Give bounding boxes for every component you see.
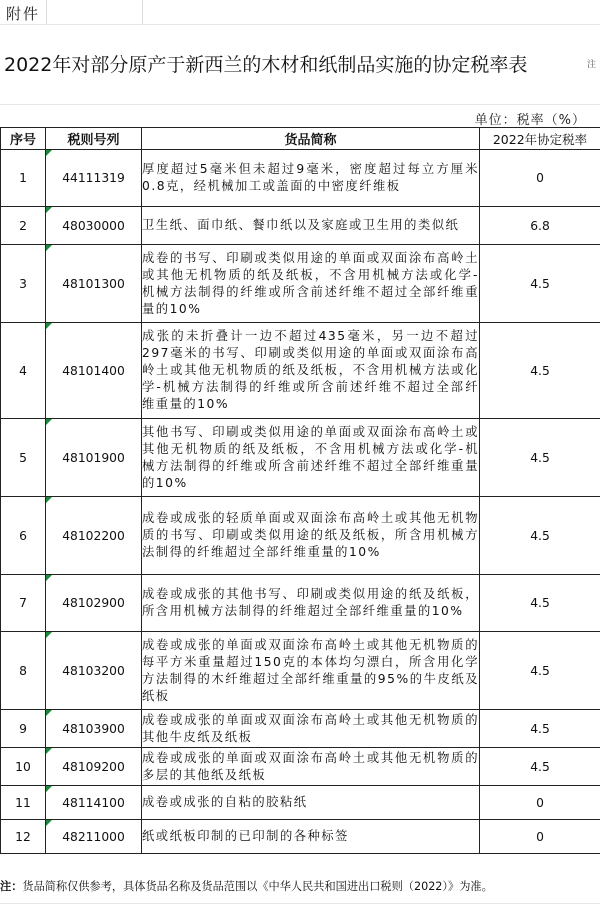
footnote <box>0 878 600 894</box>
row-number: 11 <box>1 786 46 820</box>
table-row <box>1 820 600 854</box>
footnote-text: 货品简称仅供参考，具体货品名称及货品范围以《中华人民共和国进出口税则（2022）》为准。 <box>22 880 493 893</box>
row-number: 8 <box>1 632 46 710</box>
grid-line <box>0 24 600 25</box>
goods-description: 纸或纸板印制的已印制的各种标签 <box>142 820 480 854</box>
tariff-code: 48114100 <box>46 786 142 820</box>
row-number: 1 <box>1 150 46 207</box>
table-row <box>1 207 600 245</box>
tariff-rate: 4.5 <box>480 632 600 710</box>
table-row <box>1 748 600 786</box>
row-number: 9 <box>1 710 46 748</box>
tariff-code: 48103200 <box>46 632 142 710</box>
tariff-code: 48102200 <box>46 497 142 575</box>
footnote-label: 注： <box>0 880 23 893</box>
row-number: 5 <box>1 419 46 497</box>
goods-description: 卫生纸、面巾纸、餐巾纸以及家庭或卫生用的类似纸 <box>142 207 480 245</box>
grid-line <box>0 104 600 105</box>
tariff-rate: 4.5 <box>480 245 600 323</box>
tariff-rate: 6.8 <box>480 207 600 245</box>
goods-description: 成张的未折叠计一边不超过435毫米，另一边不超过297毫米的书写、印刷或类似用途的单面或双面涂布高岭土或其他无机物质的纸及纸板，不含用机械方法或化学-机械方法制得的纤维或所含前述纤维不超过全部纤维重量的10% <box>142 323 480 419</box>
attachment-label: 附件 <box>6 5 41 23</box>
goods-description: 成卷或成张的其他书写、印刷或类似用途的纸及纸板，所含用机械方法制得的纤维超过全部纤维重量的10% <box>142 575 480 632</box>
grid-line <box>0 903 600 904</box>
table-header-row <box>1 128 600 150</box>
table-row <box>1 150 600 207</box>
goods-description: 成卷或成张的自粘的胶粘纸 <box>142 786 480 820</box>
column-header-desc: 货品简称 <box>142 128 480 150</box>
tariff-rate: 4.5 <box>480 323 600 419</box>
row-number: 2 <box>1 207 46 245</box>
goods-description: 成卷或成张的单面或双面涂布高岭土或其他无机物质的其他牛皮纸及纸板 <box>142 710 480 748</box>
tariff-code: 48109200 <box>46 748 142 786</box>
column-header-no: 序号 <box>1 128 46 150</box>
column-header-rate: 2022年协定税率 <box>480 128 600 150</box>
tariff-rate: 4.5 <box>480 575 600 632</box>
goods-description: 其他书写、印刷或类似用途的单面或双面涂布高岭土或其他无机物质的纸及纸板，不含用机械方法或化学-机械方法制得的纤维或所含前述纤维不超过全部纤维重量的10% <box>142 419 480 497</box>
goods-description: 成卷或成张的轻质单面或双面涂布高岭土或其他无机物质的书写、印刷或类似用途的纸及纸板，所含用机械方法制得的纤维超过全部纤维重量的10% <box>142 497 480 575</box>
column-header-code: 税则号列 <box>46 128 142 150</box>
table-row <box>1 497 600 575</box>
page-title: 2022年对部分原产于新西兰的木材和纸制品实施的协定税率表 <box>4 54 528 76</box>
row-number: 3 <box>1 245 46 323</box>
tariff-rate: 4.5 <box>480 748 600 786</box>
row-number: 4 <box>1 323 46 419</box>
tariff-rate: 0 <box>480 150 600 207</box>
row-number: 10 <box>1 748 46 786</box>
goods-description: 成卷或成张的单面或双面涂布高岭土或其他无机物质的每平方米重量超过150克的本体均匀漂白，所含用化学方法制得的木纤维超过全部纤维重量的95%的牛皮纸及纸板 <box>142 632 480 710</box>
goods-description: 成卷或成张的单面或双面涂布高岭土或其他无机物质的多层的其他纸及纸板 <box>142 748 480 786</box>
tariff-code: 48101300 <box>46 245 142 323</box>
table-row <box>1 245 600 323</box>
tariff-rate: 4.5 <box>480 710 600 748</box>
title-note-mark: 注 <box>586 60 596 70</box>
table-row <box>1 419 600 497</box>
tariff-rate: 4.5 <box>480 419 600 497</box>
tariff-rate: 0 <box>480 820 600 854</box>
tariff-code: 48103900 <box>46 710 142 748</box>
tariff-code: 44111319 <box>46 150 142 207</box>
table-row <box>1 632 600 710</box>
row-number: 7 <box>1 575 46 632</box>
tariff-table <box>0 127 600 854</box>
unit-label: 单位：税率（%） <box>474 113 586 128</box>
goods-description: 厚度超过5毫米但未超过9毫米，密度超过每立方厘米0.8克，经机械加工或盖面的中密度纤维板 <box>142 150 480 207</box>
table-row <box>1 710 600 748</box>
tariff-code: 48101400 <box>46 323 142 419</box>
table-row <box>1 786 600 820</box>
tariff-code: 48101900 <box>46 419 142 497</box>
table-row <box>1 323 600 419</box>
tariff-rate: 4.5 <box>480 497 600 575</box>
tariff-code: 48211000 <box>46 820 142 854</box>
row-number: 6 <box>1 497 46 575</box>
table-row <box>1 575 600 632</box>
grid-cell <box>46 0 143 25</box>
tariff-rate: 0 <box>480 786 600 820</box>
goods-description: 成卷的书写、印刷或类似用途的单面或双面涂布高岭土或其他无机物质的纸及纸板，不含用机械方法或化学-机械方法制得的纤维或所含前述纤维不超过全部纤维重量的10% <box>142 245 480 323</box>
row-number: 12 <box>1 820 46 854</box>
tariff-code: 48102900 <box>46 575 142 632</box>
tariff-code: 48030000 <box>46 207 142 245</box>
